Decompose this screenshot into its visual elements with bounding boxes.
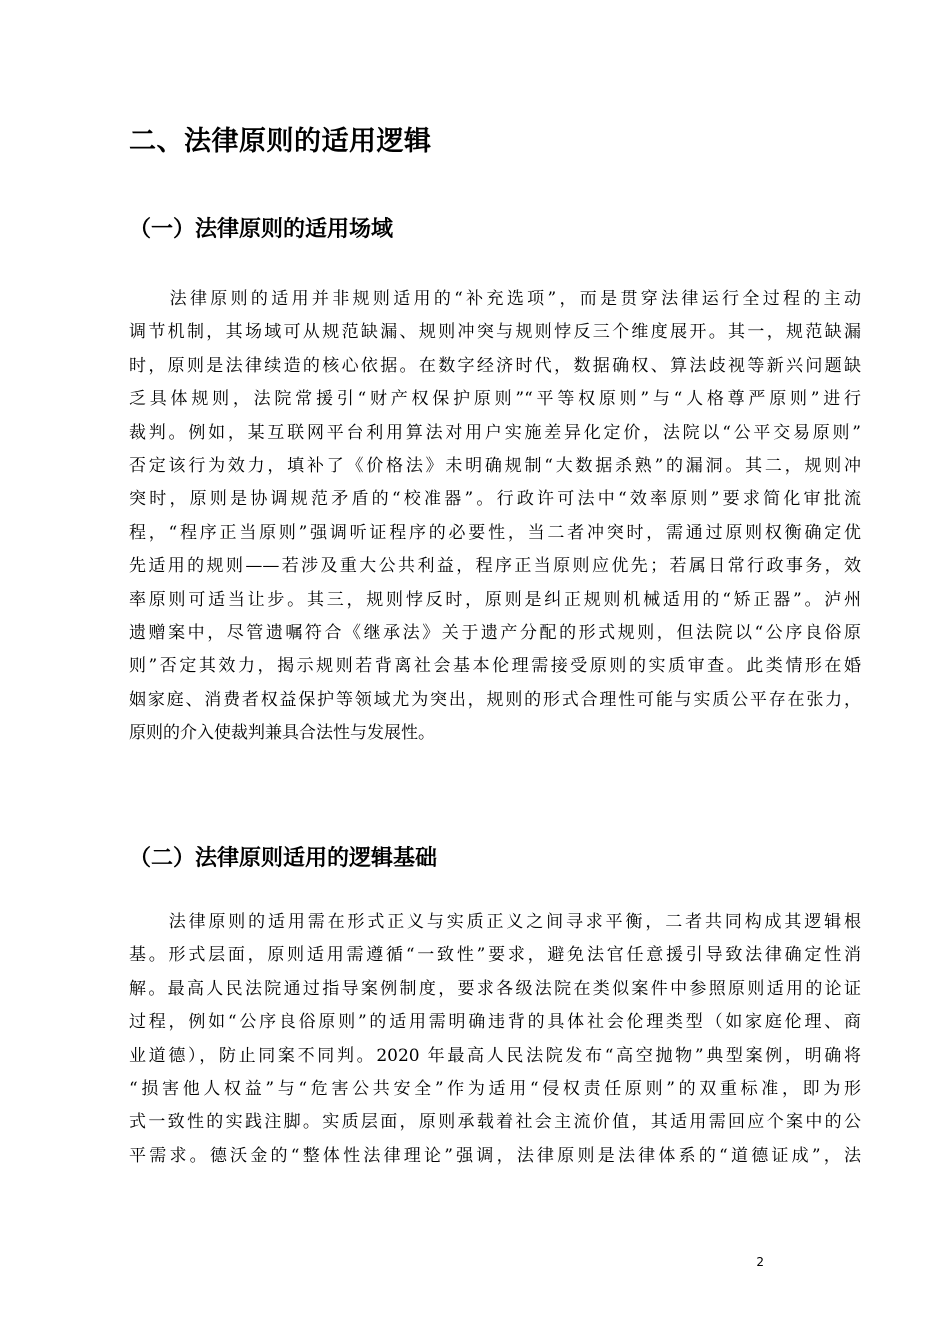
paragraph-line: 原则的介入使裁判兼具合法性与发展性。 — [129, 723, 435, 744]
paragraph-line: 乏具体规则，法院常援引“财产权保护原则”“平等权原则”与“人格尊严原则”进行 — [129, 389, 861, 410]
section-2-title: （二）法律原则适用的逻辑基础 — [129, 846, 438, 871]
paragraph-line: 法律原则的适用需在形式正义与实质正义之间寻求平衡，二者共同构成其逻辑根 — [129, 912, 861, 932]
paragraph-line: 调节机制，其场域可从规范缺漏、规则冲突与规则悖反三个维度展开。其一，规范缺漏 — [129, 322, 861, 343]
page-heading: 二、法律原则的适用逻辑 — [129, 126, 432, 157]
section-2-paragraph — [129, 906, 861, 1173]
paragraph-line: 平需求。德沃金的“整体性法律理论”强调，法律原则是法律体系的“道德证成”，法 — [129, 1145, 861, 1166]
paragraph-line: 基。形式层面，原则适用需遵循“一致性”要求，避免法官任意援引导致法律确定性消 — [129, 945, 861, 966]
paragraph-line: 裁判。例如，某互联网平台利用算法对用户实施差异化定价，法院以“公平交易原则” — [129, 422, 861, 443]
paragraph-line: 时，原则是法律续造的核心依据。在数字经济时代，数据确权、算法歧视等新兴问题缺 — [129, 355, 861, 376]
paragraph-line: 先适用的规则——若涉及重大公共利益，程序正当原则应优先；若属日常行政事务，效 — [129, 556, 861, 577]
paragraph-line: 法律原则的适用并非规则适用的“补充选项”，而是贯穿法律运行全过程的主动 — [129, 289, 861, 309]
paragraph-line: 率原则可适当让步。其三，规则悖反时，原则是纠正规则机械适用的“矫正器”。泸州 — [129, 589, 861, 610]
section-1-paragraph — [129, 283, 861, 750]
paragraph-line: 遗赠案中，尽管遗嘱符合《继承法》关于遗产分配的形式规则，但法院以“公序良俗原 — [129, 622, 861, 643]
page-number: 2 — [756, 1255, 764, 1269]
paragraph-line: “损害他人权益”与“危害公共安全”作为适用“侵权责任原则”的双重标准，即为形 — [129, 1078, 861, 1099]
paragraph-line: 突时，原则是协调规范矛盾的“校准器”。行政许可法中“效率原则”要求简化审批流 — [129, 489, 861, 510]
paragraph-line: 姻家庭、消费者权益保护等领域尤为突出，规则的形式合理性可能与实质公平存在张力， — [129, 689, 861, 710]
paragraph-line: 解。最高人民法院通过指导案例制度，要求各级法院在类似案件中参照原则适用的论证 — [129, 978, 861, 999]
paragraph-line: 过程，例如“公序良俗原则”的适用需明确违背的具体社会伦理类型（如家庭伦理、商 — [129, 1012, 861, 1033]
paragraph-line: 否定该行为效力，填补了《价格法》未明确规制“大数据杀熟”的漏洞。其二，规则冲 — [129, 455, 861, 476]
section-1-title: （一）法律原则的适用场域 — [129, 217, 394, 242]
paragraph-line: 业道德），防止同案不同判。2020 年最高人民法院发布“高空抛物”典型案例，明确将 — [129, 1045, 861, 1066]
paragraph-line: 程，“程序正当原则”强调听证程序的必要性，当二者冲突时，需通过原则权衡确定优 — [129, 522, 861, 543]
paragraph-line: 式一致性的实践注脚。实质层面，原则承载着社会主流价值，其适用需回应个案中的公 — [129, 1112, 861, 1133]
paragraph-line: 则”否定其效力，揭示规则若背离社会基本伦理需接受原则的实质审查。此类情形在婚 — [129, 656, 861, 677]
